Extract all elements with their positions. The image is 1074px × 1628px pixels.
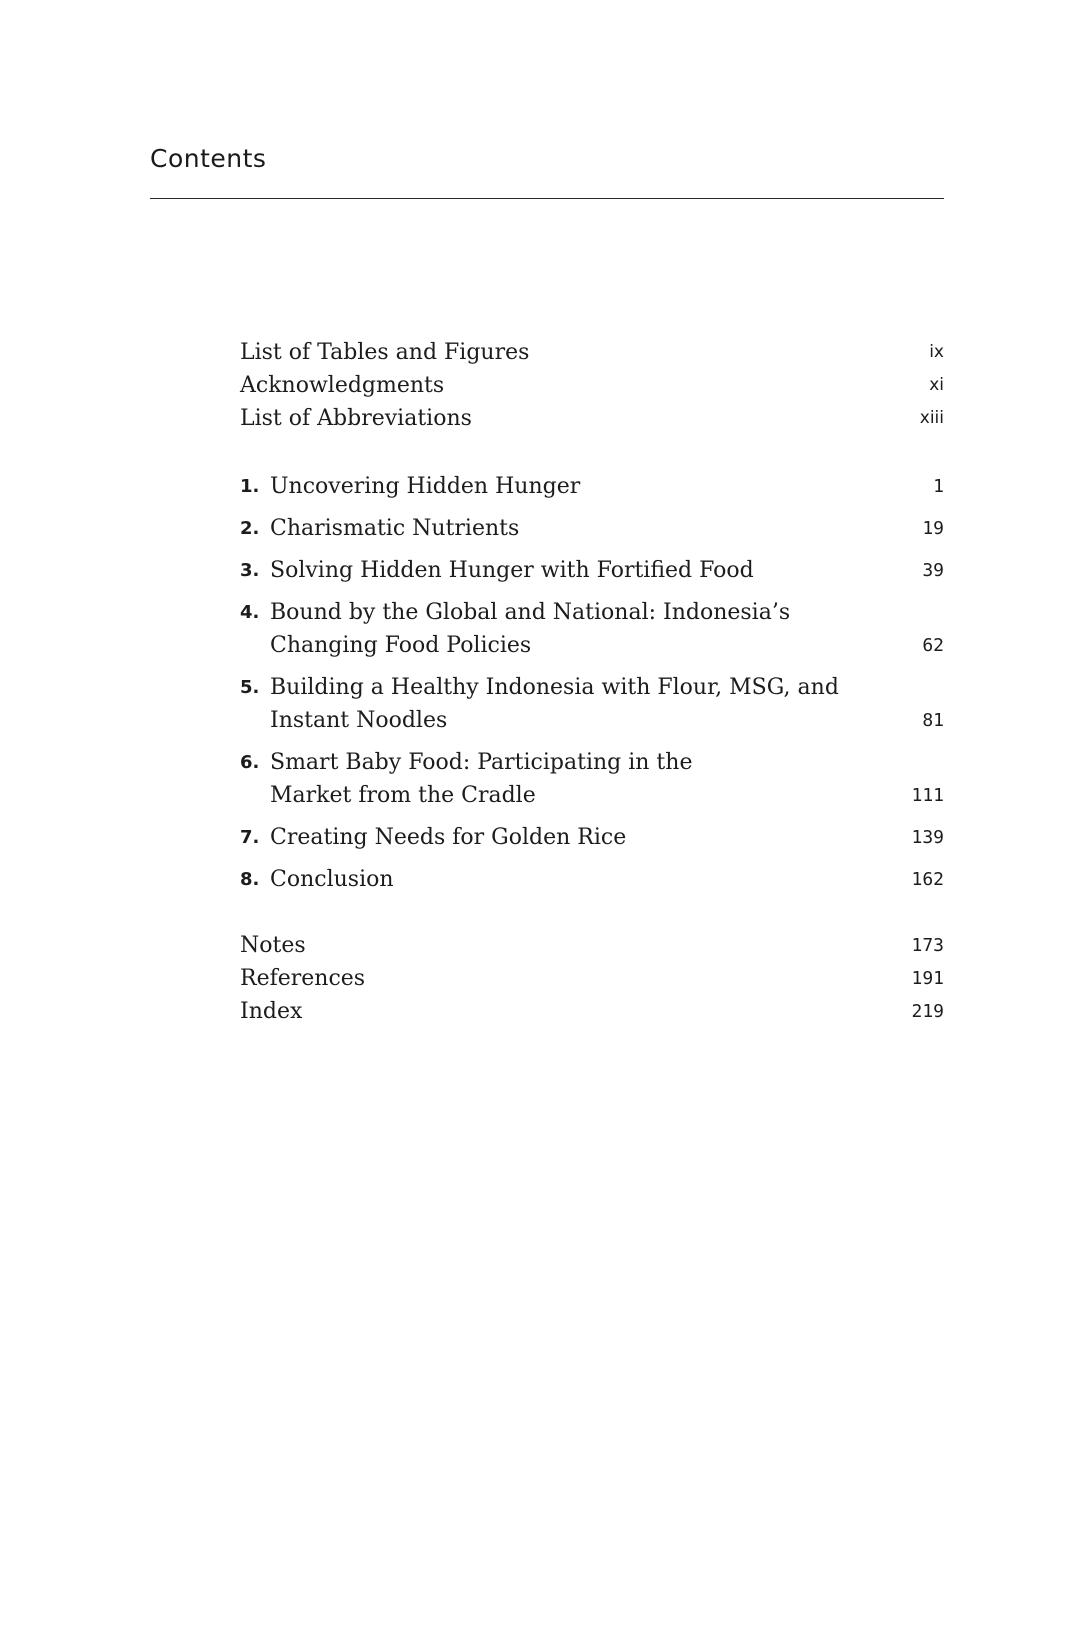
chapter-number: 8. bbox=[240, 869, 260, 890]
toc-entry-page: 219 bbox=[911, 1001, 944, 1022]
toc-entry-notes[interactable] bbox=[240, 929, 944, 962]
toc-entry-title: Acknowledgments bbox=[240, 373, 445, 398]
toc-chapter-6[interactable] bbox=[240, 746, 944, 812]
toc-entry-abbreviations[interactable] bbox=[240, 402, 944, 435]
chapter-number: 5. bbox=[240, 677, 260, 698]
chapter-number: 7. bbox=[240, 827, 260, 848]
toc-entry-page: xi bbox=[929, 375, 944, 395]
toc-entry-page: 191 bbox=[911, 968, 944, 989]
chapter-title-line: Solving Hidden Hunger with Fortified Food bbox=[270, 558, 754, 583]
toc-entry-page: 111 bbox=[911, 785, 944, 806]
chapter-number: 6. bbox=[240, 752, 260, 773]
page-header bbox=[150, 146, 944, 171]
toc-chapter-5[interactable] bbox=[240, 671, 944, 737]
toc-entry-page: 39 bbox=[922, 560, 944, 581]
toc-entry-page: 173 bbox=[911, 935, 944, 956]
toc-entry-page: 19 bbox=[922, 518, 944, 539]
toc-entry-page: ix bbox=[929, 342, 944, 362]
toc-entry-page: 62 bbox=[922, 635, 944, 656]
toc-chapter-2[interactable] bbox=[240, 512, 944, 545]
chapter-title-line: Smart Baby Food: Participating in the bbox=[270, 750, 693, 775]
toc-entry-acknowledgments[interactable] bbox=[240, 369, 944, 402]
toc-chapter-8[interactable] bbox=[240, 863, 944, 896]
toc-entry-page: 139 bbox=[911, 827, 944, 848]
toc-chapter-3[interactable] bbox=[240, 554, 944, 587]
page-title: Contents bbox=[150, 144, 267, 173]
chapter-title-line: Market from the Cradle bbox=[270, 783, 536, 808]
toc-entry-title: References bbox=[240, 966, 366, 991]
chapter-title-line: Building a Healthy Indonesia with Flour, MSG, and bbox=[270, 675, 839, 700]
toc-chapter-1[interactable] bbox=[240, 470, 944, 503]
chapter-number: 4. bbox=[240, 602, 260, 623]
chapter-number: 2. bbox=[240, 518, 260, 539]
toc-entry-list-of-tables[interactable] bbox=[240, 336, 944, 369]
toc-entry-page: 162 bbox=[911, 869, 944, 890]
toc-entry-title: Index bbox=[240, 999, 303, 1024]
chapter-title-line: Creating Needs for Golden Rice bbox=[270, 825, 627, 850]
toc-entry-page: xiii bbox=[919, 408, 944, 428]
chapter-title-line: Charismatic Nutrients bbox=[270, 516, 520, 541]
toc-entry-title: Notes bbox=[240, 933, 306, 958]
toc-entry-title: List of Tables and Figures bbox=[240, 340, 530, 365]
toc-chapter-4[interactable] bbox=[240, 596, 944, 662]
header-rule bbox=[150, 198, 944, 199]
toc-entry-title: List of Abbreviations bbox=[240, 406, 472, 431]
chapter-title-line: Instant Noodles bbox=[270, 708, 448, 733]
toc-entry-references[interactable] bbox=[240, 962, 944, 995]
toc-entry-page: 81 bbox=[922, 710, 944, 731]
chapter-number: 1. bbox=[240, 476, 260, 497]
chapter-title-line: Uncovering Hidden Hunger bbox=[270, 474, 581, 499]
toc-entry-page: 1 bbox=[933, 476, 944, 497]
chapter-title-line: Conclusion bbox=[270, 867, 394, 892]
toc-chapter-7[interactable] bbox=[240, 821, 944, 854]
chapter-title-line: Bound by the Global and National: Indonesia’s bbox=[270, 600, 791, 625]
chapter-title-line: Changing Food Policies bbox=[270, 633, 532, 658]
toc-entry-index[interactable] bbox=[240, 995, 944, 1028]
chapter-number: 3. bbox=[240, 560, 260, 581]
